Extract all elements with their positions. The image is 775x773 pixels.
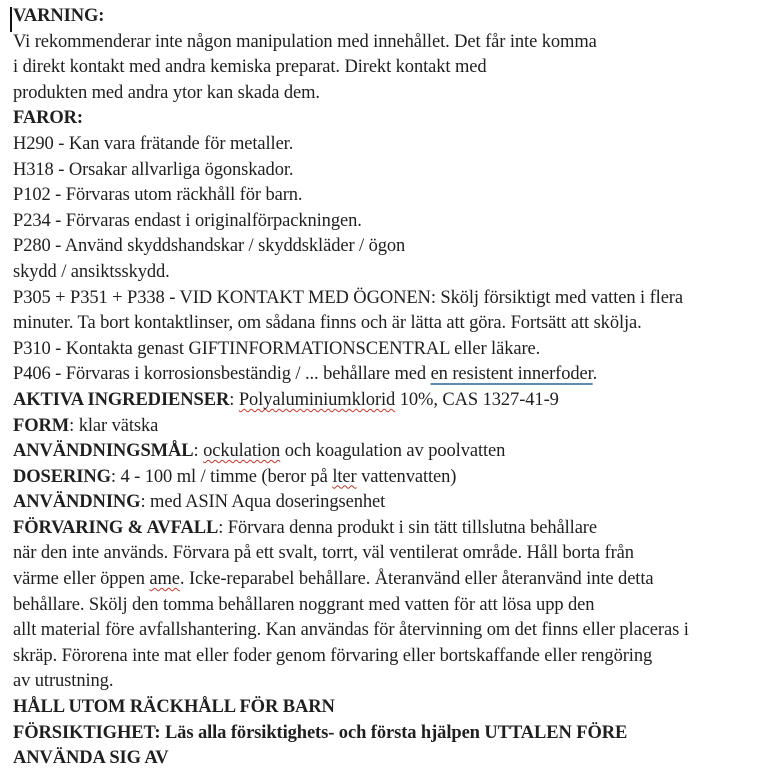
- text-run: produkten med andra ytor kan skada dem.: [13, 82, 320, 103]
- bold-text: DOSERING: [13, 466, 111, 487]
- text-run: . Icke-reparabel behållare. Återanvänd eller återanvänd inte detta: [179, 569, 654, 590]
- text-line: [13, 132, 765, 158]
- text-line: [13, 286, 765, 312]
- text-line: [13, 541, 765, 567]
- text-run: : Förvara denna produkt i sin tätt tillslutna behållare: [218, 517, 597, 538]
- text-line: [13, 516, 765, 542]
- bold-text: VARNING:: [13, 6, 105, 26]
- text-run: i direkt kontakt med andra kemiska preparat. Direkt kontakt med: [13, 57, 487, 78]
- text-line: [13, 260, 765, 286]
- text-run: av utrustning.: [13, 671, 114, 692]
- bold-text: FÖRSIKTIGHET: Läs alla försiktighets- och första hjälpen UTTALEN FÖRE: [13, 722, 628, 743]
- text-run: P234 - Förvaras endast i originalförpackningen.: [13, 210, 362, 231]
- text-line: [13, 337, 765, 363]
- text-line: [13, 593, 765, 619]
- text-line: [13, 465, 765, 491]
- bold-text: ANVÄNDA SIG AV: [13, 748, 169, 769]
- text-run: P310 - Kontakta genast GIFTINFORMATIONSCENTRAL eller läkare.: [13, 338, 541, 359]
- flagged-text: lter: [332, 466, 357, 487]
- text-run: H318 - Orsakar allvarliga ögonskador.: [13, 159, 294, 180]
- flagged-text: Polyaluminiumklorid: [238, 389, 396, 410]
- text-run: : klar vätska: [69, 415, 159, 436]
- text-run: H290 - Kan vara frätande för metaller.: [13, 133, 294, 154]
- bold-text: ANVÄNDNING: [13, 492, 141, 513]
- bold-text: HÅLL UTOM RÄCKHÅLL FÖR BARN: [13, 697, 335, 718]
- bold-text: ANVÄNDNINGSMÅL: [13, 441, 194, 462]
- text-line: [13, 388, 765, 414]
- text-line: [13, 618, 765, 644]
- text-line: [13, 439, 765, 465]
- text-line: [13, 106, 765, 132]
- text-run: allt material före avfallshantering. Kan användas för återvinning om det finns eller placeras i: [13, 620, 689, 641]
- text-line: [13, 81, 765, 107]
- text-run: : 4 - 100 ml / timme (beror på: [110, 466, 333, 487]
- flagged-text: ockulation: [203, 441, 281, 462]
- text-run: och koagulation av poolvatten: [280, 441, 506, 462]
- bold-text: FAROR:: [13, 108, 83, 129]
- document-body[interactable]: [13, 4, 765, 772]
- text-line: [13, 4, 765, 30]
- text-line: [13, 669, 765, 695]
- text-run: behållare. Skölj den tomma behållaren noggrant med vatten för att lösa upp den: [13, 594, 595, 615]
- text-line: [13, 311, 765, 337]
- text-line: [13, 644, 765, 670]
- text-line: [13, 362, 765, 388]
- text-run: P305 + P351 + P338 - VID KONTAKT MED ÖGONEN: Skölj försiktigt med vatten i flera: [13, 287, 683, 308]
- text-line: [13, 234, 765, 260]
- text-line: [13, 695, 765, 721]
- text-run: skräp. Förorena inte mat eller foder genom förvaring eller bortskaffande eller rengöring: [13, 645, 653, 666]
- text-run: när den inte används. Förvara på ett svalt, torrt, väl ventilerat område. Håll borta från: [13, 543, 634, 564]
- bold-text: AKTIVA INGREDIENSER: [13, 389, 230, 410]
- text-line: [13, 158, 765, 184]
- bold-text: FORM: [13, 415, 70, 436]
- text-run: skydd / ansiktsskydd.: [13, 261, 170, 282]
- text-run: P102 - Förvaras utom räckhåll för barn.: [13, 185, 303, 206]
- text-run: : med ASIN Aqua doseringsenhet: [140, 492, 386, 513]
- text-run: minuter. Ta bort kontaktlinser, om sådana finns och är lätta att göra. Fortsätt att skölja.: [13, 313, 642, 334]
- text-run: P406 - Förvaras i korrosionsbeständig / ... behållare med: [13, 364, 431, 385]
- text-run: :: [193, 441, 204, 462]
- text-cursor: [10, 7, 12, 32]
- text-line: [13, 567, 765, 593]
- text-run: Vi rekommenderar inte någon manipulation med innehållet. Det får inte komma: [13, 31, 597, 52]
- text-line: [13, 746, 765, 772]
- text-run: 10%, CAS 1327-41-9: [395, 389, 559, 410]
- text-line: [13, 414, 765, 440]
- text-line: [13, 30, 765, 56]
- text-line: [13, 183, 765, 209]
- text-line: [13, 55, 765, 81]
- text-run: P280 - Använd skyddshandskar / skyddskläder / ögon: [13, 236, 406, 257]
- text-run: vattenvatten): [356, 466, 457, 487]
- text-line: [13, 209, 765, 235]
- text-line: [13, 490, 765, 516]
- flagged-text: en resistent innerfoder: [430, 364, 593, 385]
- flagged-text: ame: [149, 569, 180, 590]
- text-run: .: [592, 364, 598, 385]
- text-run: värme eller öppen: [13, 569, 150, 590]
- text-run: :: [229, 389, 239, 410]
- text-line: [13, 721, 765, 747]
- bold-text: FÖRVARING & AVFALL: [13, 517, 219, 538]
